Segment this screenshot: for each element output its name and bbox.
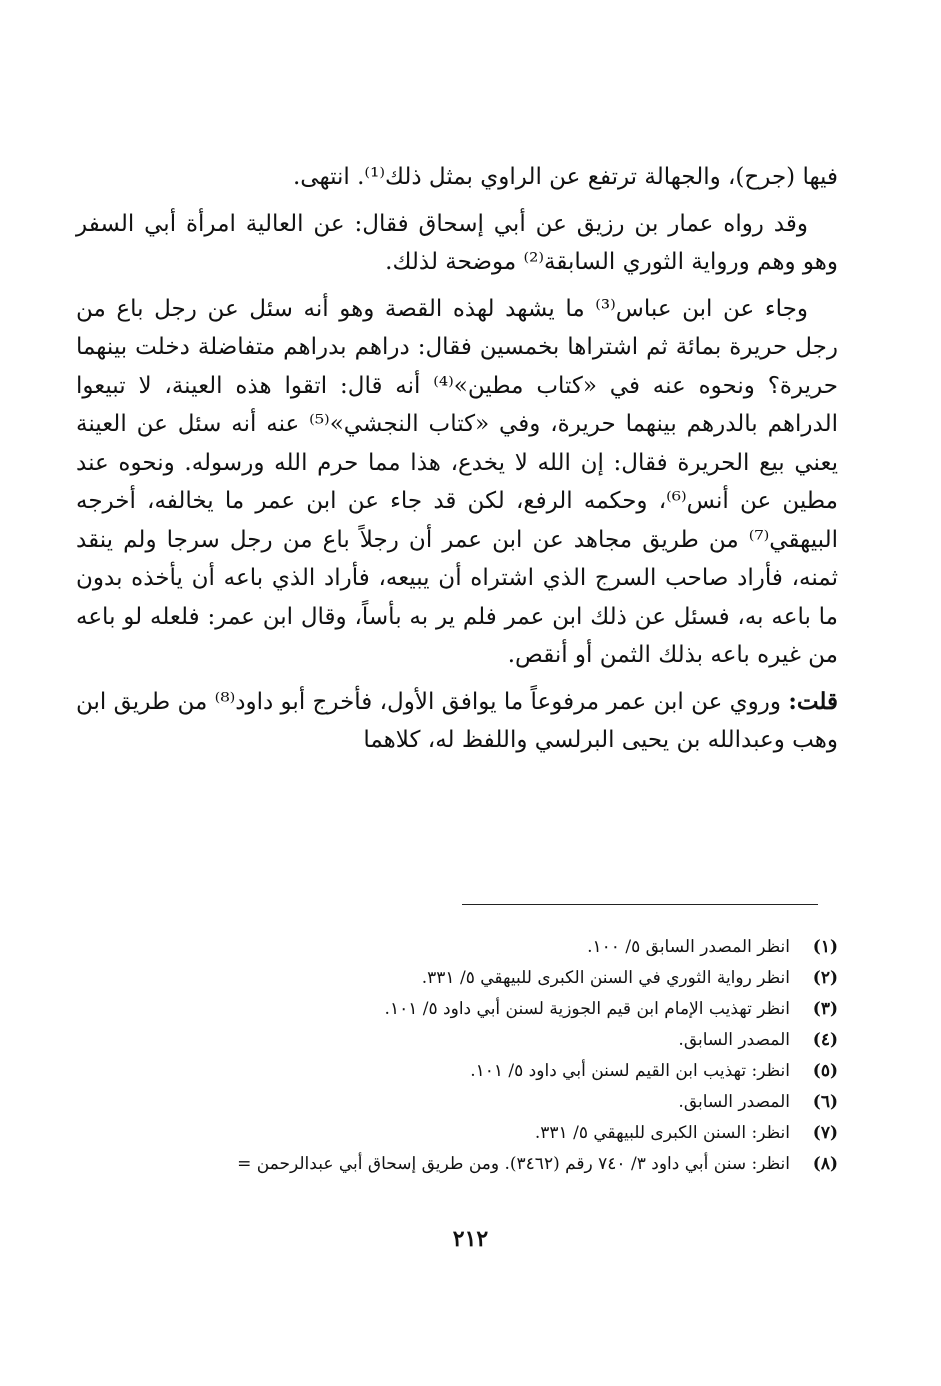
footnote-text: المصدر السابق.: [678, 1092, 790, 1112]
footnote-6: [60, 1087, 838, 1118]
footnote-separator: [462, 904, 818, 905]
footnote-3: [60, 994, 838, 1025]
footnote-text: انظر تهذيب الإمام ابن قيم الجوزية لسنن أبي داود ٥/ ١٠١.: [384, 999, 790, 1019]
paragraph-4-lead: قلت:: [788, 687, 839, 715]
footnote-number: (١): [812, 937, 838, 957]
footnote-1: [60, 932, 838, 963]
footnote-8: [60, 1149, 838, 1180]
paragraph-1: فيها (جرح)، والجهالة ترتفع عن الراوي بمثل ذلك⁽¹⁾. انتهى.: [292, 164, 838, 190]
footnote-text: انظر المصدر السابق ٥/ ١٠٠.: [587, 937, 790, 957]
footnote-number: (٧): [812, 1123, 838, 1143]
footnote-text: انظر: سنن أبي داود ٣/ ٧٤٠ رقم (٣٤٦٢). ومن طريق إسحاق أبي عبدالرحمن =: [237, 1154, 790, 1174]
footnote-number: (٨): [812, 1154, 838, 1174]
footnote-text: المصدر السابق.: [678, 1030, 790, 1050]
footnote-number: (٥): [812, 1061, 838, 1081]
footnote-number: (٢): [812, 968, 838, 988]
footnote-number: (٤): [812, 1030, 838, 1050]
footnote-text: انظر: السنن الكبرى للبيهقي ٥/ ٣٣١.: [534, 1123, 790, 1143]
paragraph-4-text: وروي عن ابن عمر مرفوعاً ما يوافق الأول، فأخرج أبو داود⁽⁸⁾ من طريق ابن وهب وعبدالله بن يحيى البرلسي واللفظ له، كلاهما: [76, 688, 838, 753]
footnote-number: (٦): [812, 1092, 838, 1112]
paragraph-2: وقد رواه عمار بن رزيق عن أبي إسحاق فقال: عن العالية امرأة أبي السفر وهو وهم ورواية الثوري السابقة⁽²⁾ موضحة لذلك.: [76, 210, 838, 275]
footnote-5: [60, 1056, 838, 1087]
footnotes: [60, 932, 838, 1180]
page-number: ٢١٢: [452, 1226, 489, 1252]
footnote-7: [60, 1118, 838, 1149]
footnote-4: [60, 1025, 838, 1056]
paragraph-3: وجاء عن ابن عباس⁽³⁾ ما يشهد لهذه القصة وهو أنه سئل عن رجل باع من رجل حريرة بمائة ثم اشتراها بخمسين فقال: دراهم بدراهم متفاضلة دخلت بينهما حريرة؟ ونحوه عنه في «كتاب مطين»⁽⁴⁾ أنه قال: اتقوا هذه العينة، لا تبيعوا الدراهم بالدرهم بينهما حريرة، وفي «كتاب النجشي»⁽⁵⁾ عنه أنه سئل عن العينة يعني بيع الحريرة فقال: إن الله لا يخدع، هذا مما حرم الله ورسوله. ونحوه عند مطين عن أنس⁽⁶⁾، وحكمه الرفع، لكن قد جاء عن ابن عمر ما يخالفه، أخرجه البيهقي⁽⁷⁾ من طريق مجاهد عن ابن عمر أن رجلاً باع من رجل سرجا ولم ينقد ثمنه، فأراد صاحب السرج الذي اشتراه أن يبيعه، فأراد الذي باعه أن يأخذه بدون ما باعه به، فسئل عن ذلك ابن عمر فلم ير به بأساً، وقال ابن عمر: فلعله لو باعه من غيره باعه بذلك الثمن أو أنقص.: [76, 295, 839, 668]
footnote-text: انظر: تهذيب ابن القيم لسنن أبي داود ٥/ ١٠١.: [470, 1061, 790, 1081]
footnote-number: (٣): [812, 999, 838, 1019]
paragraph-4: [76, 683, 838, 760]
footnote-2: [60, 963, 838, 994]
main-text: [76, 158, 838, 760]
footnote-text: انظر رواية الثوري في السنن الكبرى للبيهقي ٥/ ٣٣١.: [421, 968, 790, 988]
